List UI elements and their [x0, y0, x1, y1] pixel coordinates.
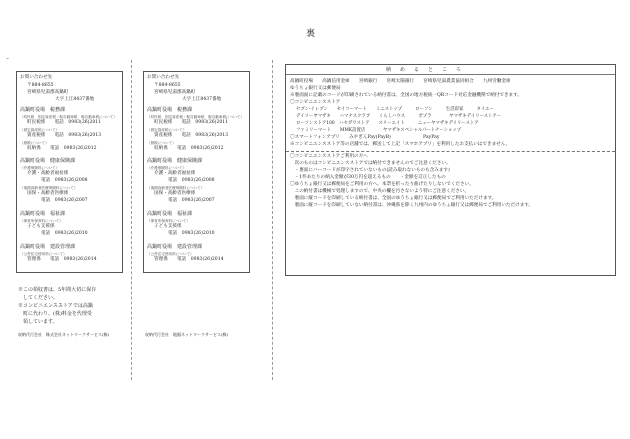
- contact-heading: お問い合わせ先: [20, 75, 53, 80]
- payment-section-divider: [286, 151, 615, 152]
- contact-box-middle: [143, 71, 250, 273]
- dept-row: 町民税係 電話 0983(26)2011: [154, 120, 229, 125]
- dept-row: 国保・高齢者医療係: [154, 191, 196, 196]
- payment-heading-divider: [286, 74, 615, 75]
- dept-note: （町民税 固定資産税・軽自動車税 軽自動車税について）: [20, 115, 117, 119]
- dept-title: 高鍋町役場 建設管理課: [147, 244, 203, 250]
- store-row: ローソンストア100 ハセガワストア スリーエイト ニューヤマザキデイリーストア: [296, 121, 479, 126]
- cvs-note-head: 〇コンビニエンスストアご利用の方へ: [290, 154, 368, 159]
- dept-row: 介護・高齢者福祉係: [27, 171, 69, 176]
- note-line: ※この領収書は、5年間大切に保存: [18, 287, 97, 293]
- payment-heading: 納 め る と こ ろ: [386, 67, 464, 73]
- dept-row: 資産税係 電話 0983(26)2013: [154, 133, 229, 138]
- dept-row: 電話 0983(26)2008: [168, 178, 215, 183]
- dept-note: （後期高齢者医療保険料について）: [147, 186, 205, 190]
- dept-note: （後期高齢者医療保険料について）: [20, 186, 78, 190]
- payment-banks: 高鍋町役場 高鍋信用金庫 宮崎銀行 宮崎太陽銀行 宮崎県児湯農業協同組合 九州労働金庫: [290, 79, 511, 84]
- footer-left: 収納代行会社 株式会社ネットワークサービス(株): [18, 332, 110, 337]
- dept-note: （納税について）: [20, 141, 49, 145]
- cvs-note: この納付書は機械で処理しますので、中央の欄を汚さないよう特にご注意ください。: [290, 189, 470, 194]
- dept-note: （介護保険料について）: [147, 166, 187, 170]
- cvs-note: 〇ゆうちょ銀行又は郵便局をご利用の方へ。本票を折ったり曲げたりしないでください。: [290, 182, 474, 187]
- dept-row: 電話 0983(26)2010: [168, 231, 215, 236]
- dept-title: 高鍋町役場 健康保険課: [20, 158, 76, 164]
- store-row: セブン-イレブン セイコーマート ミニストップ ローソン 生活彩家 タイエー: [296, 107, 494, 112]
- dept-row: 収納係 電話 0983(26)2012: [154, 146, 224, 151]
- dept-note: （保育所保育料について）: [147, 219, 191, 223]
- dept-row: 資産税係 電話 0983(26)2013: [27, 133, 102, 138]
- contact-postal: 〒884-8655: [27, 83, 54, 88]
- note-line: 町に代わり、(株)料金を代理受: [18, 311, 92, 317]
- footer-middle: 収納代行会社 地銀ネットワークサービス(株): [145, 332, 229, 337]
- payment-box: [285, 64, 616, 276]
- contact-heading: お問い合わせ先: [147, 75, 180, 80]
- dept-note: （固定資産税について）: [20, 128, 60, 132]
- dept-title: 高鍋町役場 健康保険課: [147, 158, 203, 164]
- page-title: 裏: [306, 29, 317, 39]
- dept-row: 子ども支援係: [27, 224, 55, 229]
- dept-note: （保育所保育料について）: [20, 219, 64, 223]
- cvs-note: ・1件あたりの納入金額が30万円を超えるもの ・金額を訂正したもの: [290, 175, 446, 180]
- dept-row: 管理係 電話 0983(26)2014: [154, 257, 224, 262]
- dept-row: 介護・高齢者福祉係: [154, 171, 196, 176]
- store-row: デイリーヤマザキ ハマナスクラブ くらしハウス ポプラ ヤマザキデイリーストアー: [296, 114, 501, 119]
- cvs-note: 次のものはコンビニエンスストアでは納付できませんのでご注意ください。: [290, 161, 451, 166]
- cvs-note: ・裏面にバーコードが印字されていないもの(読み取れないものも含みます): [290, 168, 450, 173]
- cvs-note: 裏面に縦コードを印刷している納付書は、全国のゆうちょ銀行又は郵便局でご利用いただけます。: [290, 196, 497, 201]
- note-line: 領しています。: [18, 319, 58, 325]
- dept-title: 高鍋町役場 税務課: [147, 107, 193, 113]
- dept-row: 町民税係 電話 0983(26)2011: [27, 120, 102, 125]
- store-row: ファミリーマート MMK設置店 ヤマザキスペシャルパートナーショップ: [296, 128, 462, 133]
- payment-yucho: ゆうちょ銀行又は郵便局: [290, 86, 341, 91]
- payment-qr-note: ※裏面面に記載のコードが印刷されている納付書は、全国の地方税統一QRコード対応金融機関で納付できます。: [290, 93, 522, 98]
- dept-title: 高鍋町役場 税務課: [20, 107, 66, 113]
- dept-note: （介護保険料について）: [20, 166, 60, 170]
- app-label: 〇スマートフォンアプリ みやぎんPay(PayB) PayPay: [290, 135, 440, 140]
- note-line: してください。: [18, 295, 59, 301]
- cvs-note: 裏面に縦コードを印刷していない納付書は、沖縄県を除く九州内のゆうちょ銀行又は郵便局でご利用いただけます。: [290, 203, 534, 208]
- dept-note: （公営住宅使用料について）: [20, 252, 67, 256]
- note-line: ※コンビニエンスストアでは高鍋: [18, 303, 93, 309]
- contact-address-2: 大字上江8437番地: [182, 97, 222, 102]
- dept-note: （納税について）: [147, 141, 176, 145]
- cut-line-1: [131, 60, 132, 380]
- dept-row: 電話 0983(26)2007: [168, 198, 215, 203]
- dept-row: 電話 0983(26)2007: [41, 198, 88, 203]
- contact-address-1: 宮崎県児湯郡高鍋町: [154, 90, 196, 95]
- dept-title: 高鍋町役場 福祉課: [147, 211, 193, 217]
- contact-postal: 〒884-8655: [154, 83, 181, 88]
- dept-row: 管理係 電話 0983(26)2014: [27, 257, 97, 262]
- left-edge-mark: –: [6, 55, 9, 62]
- dept-title: 高鍋町役場 建設管理課: [20, 244, 76, 250]
- cvs-label: 〇コンビニエンスストア: [290, 100, 341, 105]
- app-note: ※コンビニエンスストア等の店舗では、郵送して上記「スマホアプリ」を利用したお支払いはできません。: [290, 142, 511, 147]
- dept-title: 高鍋町役場 福祉課: [20, 211, 66, 217]
- contact-address-1: 宮崎県児湯郡高鍋町: [27, 90, 69, 95]
- cut-line-2: [272, 60, 273, 380]
- dept-note: （公営住宅使用料について）: [147, 252, 194, 256]
- dept-row: 電話 0983(26)2010: [41, 231, 88, 236]
- dept-row: 電話 0983(26)2008: [41, 178, 88, 183]
- contact-address-2: 大字上江8437番地: [55, 97, 95, 102]
- dept-row: 国保・高齢者医療係: [27, 191, 69, 196]
- dept-note: （固定資産税について）: [147, 128, 187, 132]
- contact-box-left: [16, 71, 123, 273]
- dept-row: 収納係 電話 0983(26)2012: [27, 146, 97, 151]
- dept-note: （町民税 固定資産税・軽自動車税 軽自動車税について）: [147, 115, 244, 119]
- dept-row: 子ども支援係: [154, 224, 182, 229]
